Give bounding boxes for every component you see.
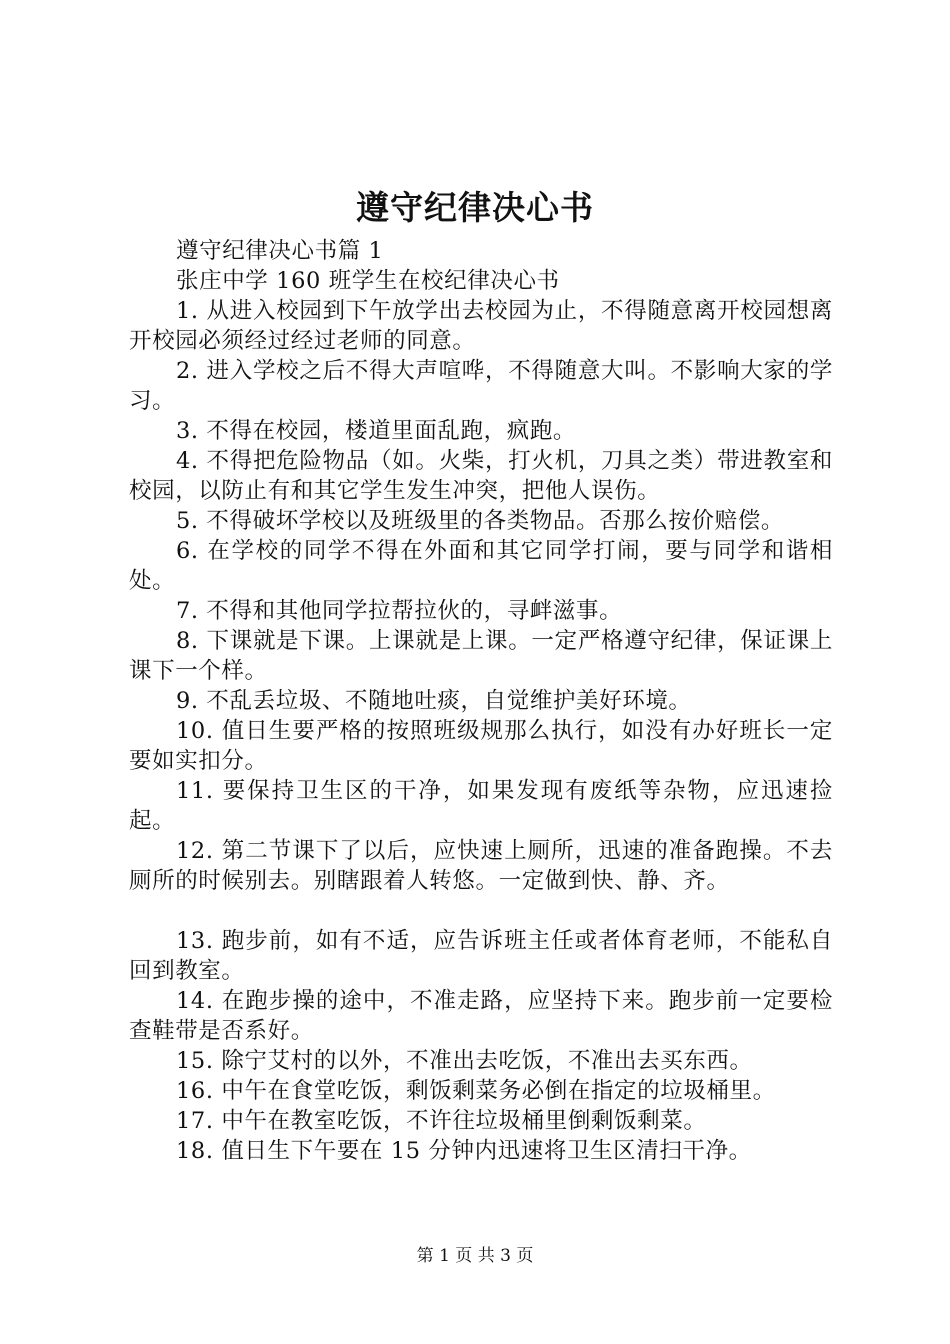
rule-item-12: 12. 第二节课下了以后，应快速上厕所，迅速的准备跑操。不去厕所的时候别去。别瞎跟着人转悠。一定做到快、静、齐。	[129, 838, 833, 894]
rule-item-18: 18. 值日生下午要在 15 分钟内迅速将卫生区清扫干净。	[176, 1138, 752, 1164]
page-title: 遵守纪律决心书	[356, 188, 594, 227]
rule-item-7: 7. 不得和其他同学拉帮拉伙的，寻衅滋事。	[176, 598, 623, 624]
rule-item-14: 14. 在跑步操的途中，不准走路，应坚持下来。跑步前一定要检查鞋带是否系好。	[129, 988, 833, 1044]
rule-item-5: 5. 不得破坏学校以及班级里的各类物品。否那么按价赔偿。	[176, 508, 784, 534]
heading: 张庄中学 160 班学生在校纪律决心书	[176, 268, 560, 294]
rule-item-17: 17. 中午在教室吃饭，不许往垃圾桶里倒剩饭剩菜。	[176, 1108, 707, 1134]
subtitle: 遵守纪律决心书篇 1	[176, 238, 384, 264]
rule-item-15: 15. 除宁艾村的以外，不准出去吃饭，不准出去买东西。	[176, 1048, 753, 1074]
rule-item-10: 10. 值日生要严格的按照班级规那么执行，如没有办好班长一定要如实扣分。	[129, 718, 833, 774]
rule-item-9: 9. 不乱丢垃圾、不随地吐痰，自觉维护美好环境。	[176, 688, 692, 714]
rule-item-8: 8. 下课就是下课。上课就是上课。一定严格遵守纪律，保证课上课下一个样。	[129, 628, 833, 684]
rule-item-3: 3. 不得在校园，楼道里面乱跑，疯跑。	[176, 418, 577, 444]
document-body	[129, 236, 833, 1166]
rule-item-6: 6. 在学校的同学不得在外面和其它同学打闹，要与同学和谐相处。	[129, 538, 833, 594]
rule-item-1: 1. 从进入校园到下午放学出去校园为止，不得随意离开校园想离开校园必须经过经过老师的同意。	[129, 298, 833, 354]
rule-item-13: 13. 跑步前，如有不适，应告诉班主任或者体育老师，不能私自回到教室。	[129, 928, 833, 984]
rule-item-16: 16. 中午在食堂吃饭，剩饭剩菜务必倒在指定的垃圾桶里。	[176, 1078, 776, 1104]
rule-item-11: 11. 要保持卫生区的干净，如果发现有废纸等杂物，应迅速捡起。	[129, 778, 833, 834]
rule-item-2: 2. 进入学校之后不得大声喧哗，不得随意大叫。不影响大家的学习。	[129, 358, 833, 414]
page-footer: 第 1 页 共 3 页	[416, 1246, 534, 1266]
rule-item-4: 4. 不得把危险物品（如。火柴，打火机，刀具之类）带进教室和校园，以防止有和其它学生发生冲突，把他人误伤。	[129, 448, 833, 504]
